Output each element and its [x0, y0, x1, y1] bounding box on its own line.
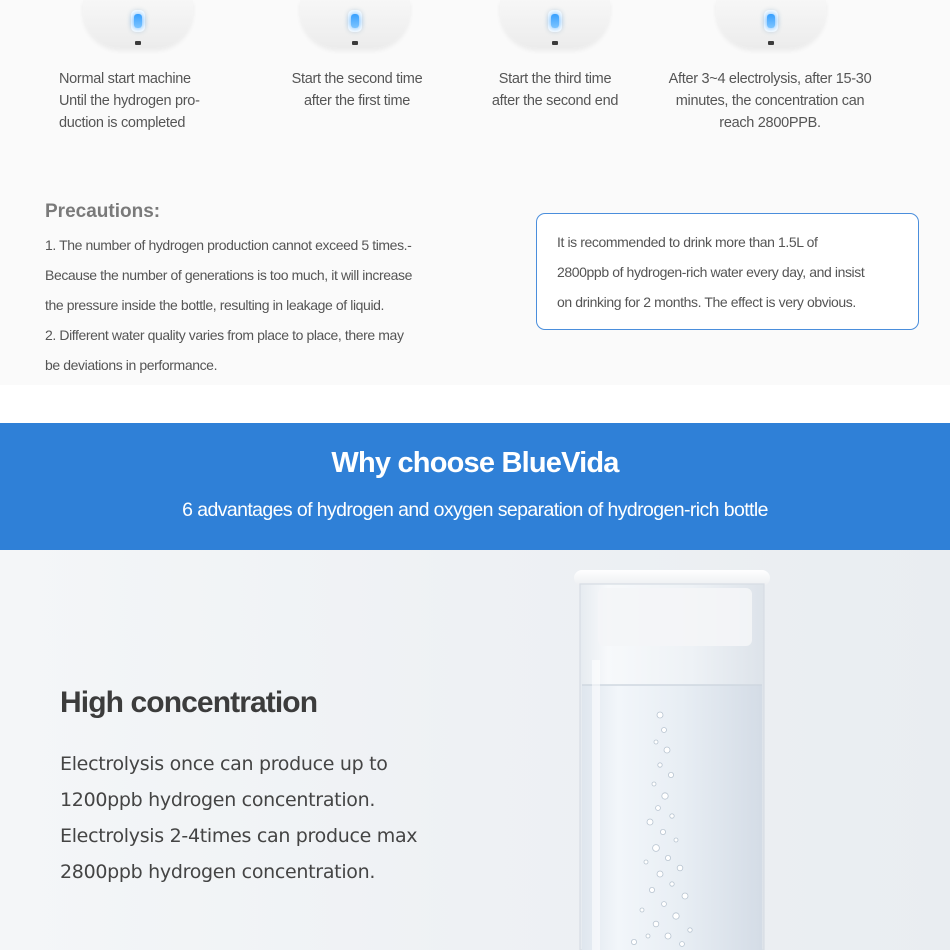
bottle-cap-step-2 — [300, 0, 410, 48]
usage-steps-section — [0, 0, 950, 385]
step-caption-line: Start the third time — [498, 71, 612, 87]
step-caption-line: minutes, the concentration can — [675, 93, 865, 109]
precaution-line: Because the number of generations is too much, it will increase — [45, 267, 413, 283]
precautions-heading: Precautions: — [45, 201, 161, 222]
step-caption-line: Normal start machine — [59, 71, 191, 87]
why-choose-banner — [0, 423, 950, 550]
bottle-cap-step-1 — [83, 0, 193, 48]
blue-indicator-light-icon — [348, 10, 362, 32]
step-caption-line: after the first time — [303, 93, 410, 109]
step-caption-3 — [455, 68, 655, 112]
banner-subtitle: 6 advantages of hydrogen and oxygen separation of hydrogen-rich bottle — [182, 499, 768, 521]
step-caption-1 — [59, 68, 200, 134]
step-caption-line: duction is completed — [59, 115, 186, 131]
banner-title: Why choose BlueVida — [331, 447, 619, 479]
step-caption-line: After 3~4 electrolysis, after 15-30 — [668, 71, 872, 87]
hydrogen-water-bottle-image — [572, 570, 772, 950]
feature-line: 1200ppb hydrogen concentration. — [60, 789, 376, 811]
charging-port-icon — [768, 41, 774, 45]
step-caption-line: after the second end — [491, 93, 619, 109]
recommendation-line: on drinking for 2 months. The effect is very obvious. — [557, 294, 856, 310]
feature-description — [60, 746, 500, 890]
blue-indicator-light-icon — [131, 10, 145, 32]
feature-line: 2800ppb hydrogen concentration. — [60, 861, 376, 883]
feature-line: Electrolysis once can produce up to — [60, 753, 388, 775]
bottle-inner-sleeve — [598, 588, 752, 646]
step-caption-4 — [654, 68, 886, 134]
feature-title: High concentration — [60, 686, 318, 719]
bottle-cap-step-4 — [716, 0, 826, 48]
precaution-line: 1. The number of hydrogen production cannot exceed 5 times.- — [45, 237, 412, 253]
bottle-cap-step-3 — [500, 0, 610, 48]
charging-port-icon — [352, 41, 358, 45]
precaution-line: be deviations in performance. — [45, 357, 218, 373]
recommendation-box — [536, 213, 919, 330]
recommendation-line: It is recommended to drink more than 1.5L of — [557, 234, 818, 250]
precaution-line: 2. Different water quality varies from place to place, there may — [45, 327, 404, 343]
step-caption-line: Start the second time — [291, 71, 423, 87]
blue-indicator-light-icon — [764, 10, 778, 32]
step-caption-2 — [257, 68, 457, 112]
blue-indicator-light-icon — [548, 10, 562, 32]
charging-port-icon — [552, 41, 558, 45]
charging-port-icon — [135, 41, 141, 45]
feature-high-concentration — [0, 550, 950, 950]
step-caption-line: reach 2800PPB. — [719, 115, 821, 131]
precaution-line: the pressure inside the bottle, resulting in leakage of liquid. — [45, 297, 385, 313]
feature-line: Electrolysis 2-4times can produce max — [60, 825, 418, 847]
step-caption-line: Until the hydrogen pro- — [59, 93, 200, 109]
recommendation-line: 2800ppb of hydrogen-rich water every day, and insist — [557, 264, 865, 280]
precautions-text — [45, 230, 465, 380]
